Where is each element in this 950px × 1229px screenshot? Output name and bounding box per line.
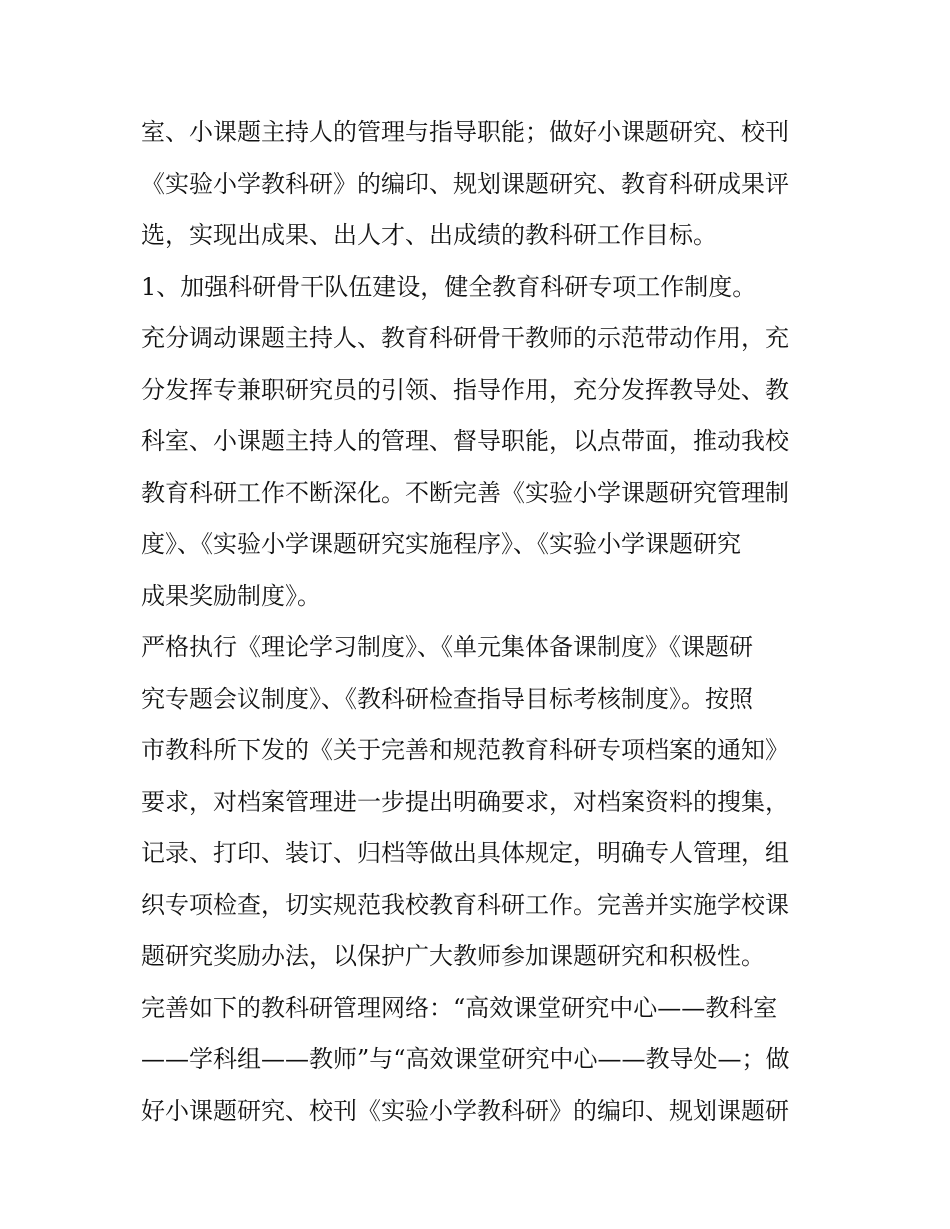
text-line: 《实验小学教科研》的编印、规划课题研究、教育科研成果评 <box>141 169 789 198</box>
text-line: 题研究奖励办法，以保护广大教师参加课题研究和积极性。 <box>141 942 765 970</box>
text-line: 分发挥专兼职研究员的引领、指导作用，充分发挥教导处、教 <box>141 375 789 404</box>
text-line: 室、小课题主持人的管理与指导职能；做好小课题研究、校刊 <box>141 118 789 146</box>
text-line: ——学科组——教师”与“高效课堂研究中心——教导处—；做 <box>141 1045 790 1073</box>
body-text <box>141 107 821 1137</box>
text-line: 市教科所下发的《关于完善和规范教育科研专项档案的通知》 <box>141 736 789 764</box>
text-line: 好小课题研究、校刊《实验小学教科研》的编印、规划课题研 <box>141 1096 789 1125</box>
text-line: 究专题会议制度》、《教科研检查指导目标考核制度》。按照 <box>141 684 753 713</box>
text-line: 选，实现出成果、出人才、出成绩的教科研工作目标。 <box>141 221 717 249</box>
text-line: 完善如下的教科研管理网络：“高效课堂研究中心——教科室 <box>141 993 778 1022</box>
text-line: 充分调动课题主持人、教育科研骨干教师的示范带动作用，充 <box>141 324 789 352</box>
section-heading: 1、加强科研骨干队伍建设，健全教育科研专项工作制度。 <box>141 272 757 301</box>
text-line: 要求，对档案管理进一步提出明确要求，对档案资料的搜集， <box>141 787 789 816</box>
text-line: 教育科研工作不断深化。不断完善《实验小学课题研究管理制 <box>141 478 789 507</box>
text-line: 科室、小课题主持人的管理、督导职能，以点带面，推动我校 <box>141 427 789 455</box>
text-line: 织专项检查，切实规范我校教育科研工作。完善并实施学校课 <box>141 890 789 919</box>
text-line: 度》、《实验小学课题研究实施程序》、《实验小学课题研究 <box>141 530 741 558</box>
text-line: 成果奖励制度》。 <box>141 581 321 610</box>
text-line: 严格执行《理论学习制度》、《单元集体备课制度》《课题研 <box>141 633 753 661</box>
text-line: 记录、打印、装订、归档等做出具体规定，明确专人管理，组 <box>141 839 789 867</box>
